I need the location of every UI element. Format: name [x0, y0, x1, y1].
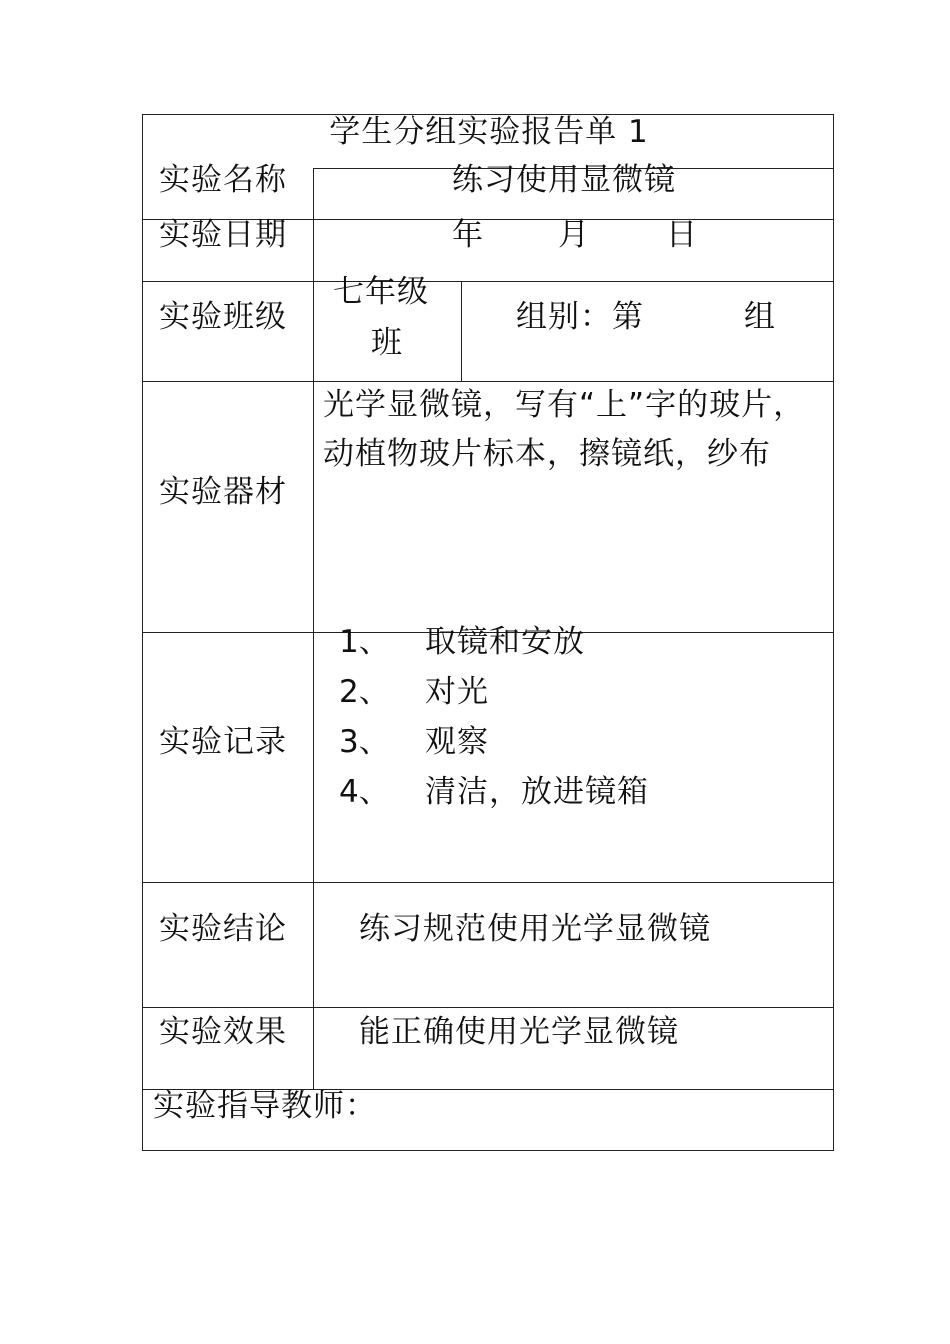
row-divider [143, 1007, 833, 1008]
equipment-list: 光学显微镜，写有“上”字的玻片，动植物玻片标本，擦镜纸，纱布 [323, 387, 806, 472]
form-title: 学生分组实验报告单 1 [329, 114, 649, 150]
step-text: 取镜和安放 [425, 624, 585, 660]
effect-text: 能正确使用光学显微镜 [359, 1014, 679, 1050]
equipment-label: 实验器材 [159, 474, 287, 510]
step-number: 3、 [339, 724, 390, 760]
step-number: 1、 [339, 624, 390, 660]
group-prefix: 组别：第 [516, 299, 644, 335]
step-text: 对光 [425, 674, 489, 710]
teacher-label: 实验指导教师： [153, 1088, 377, 1124]
date-month-unit: 月 [558, 217, 589, 253]
group-suffix: 组 [744, 299, 775, 335]
date-year-unit: 年 [452, 217, 483, 253]
conclusion-text: 练习规范使用光学显微镜 [359, 911, 711, 947]
step-number: 4、 [339, 774, 390, 810]
step-text: 观察 [425, 724, 489, 760]
row-divider [143, 281, 833, 282]
record-label: 实验记录 [159, 724, 287, 760]
step-number: 2、 [339, 674, 390, 710]
name-label: 实验名称 [159, 162, 287, 198]
class-label: 实验班级 [159, 299, 287, 335]
column-divider [461, 281, 462, 381]
row-divider [143, 882, 833, 883]
step-text: 清洁，放进镜箱 [425, 774, 649, 810]
column-divider [313, 168, 314, 1089]
experiment-name: 练习使用显微镜 [452, 162, 676, 198]
effect-label: 实验效果 [159, 1014, 287, 1050]
date-label: 实验日期 [159, 217, 287, 253]
date-day-unit: 日 [666, 217, 697, 253]
conclusion-label: 实验结论 [159, 911, 287, 947]
report-form [142, 114, 834, 1151]
grade-line-2: 班 [371, 325, 402, 361]
grade-line-1: 七年级 [333, 274, 429, 310]
